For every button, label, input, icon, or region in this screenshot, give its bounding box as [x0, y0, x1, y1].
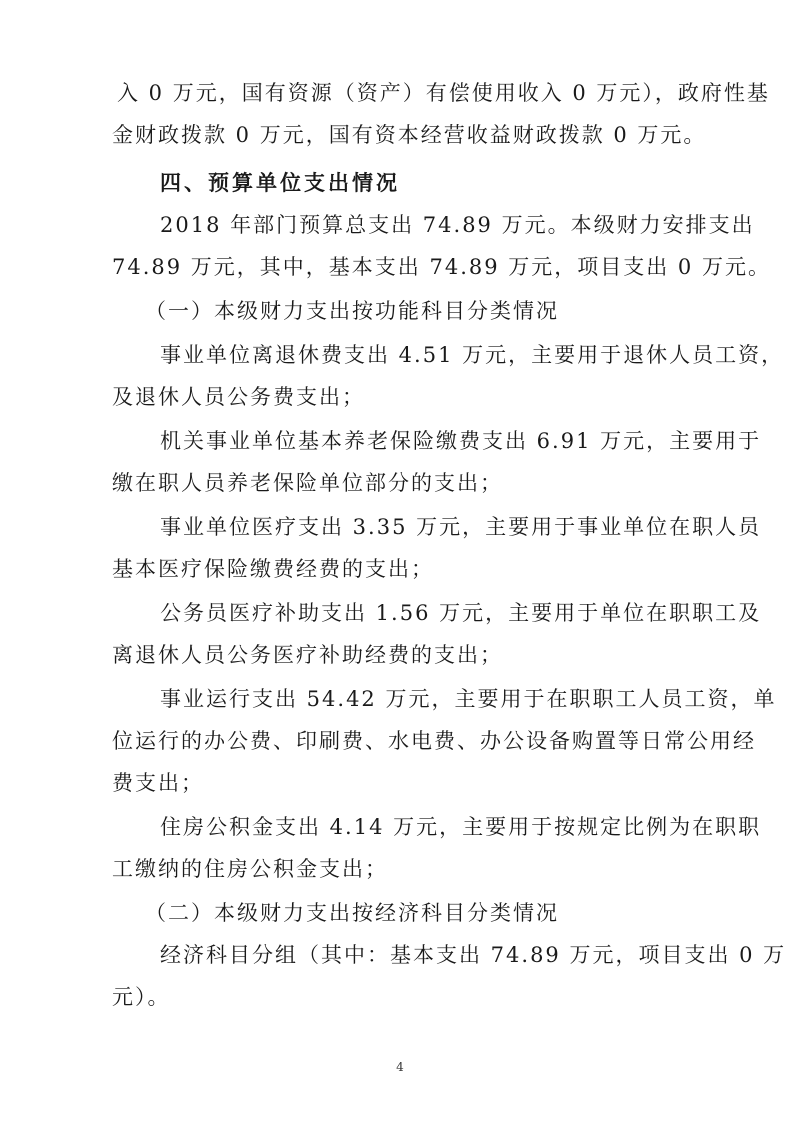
text-line: 金财政拨款 0 万元，国有资本经营收益财政拨款 0 万元。	[112, 123, 707, 147]
text-line: 事业运行支出 54.42 万元，主要用于在职职工人员工资，单	[160, 687, 777, 711]
text-line: 及退休人员公务费支出；	[112, 385, 365, 409]
page-number: 4	[396, 1060, 404, 1074]
subsection-heading: （一）本级财力支出按功能科目分类情况	[145, 299, 559, 323]
text-line: 位运行的办公费、印刷费、水电费、办公设备购置等日常公用经	[112, 729, 756, 753]
subsection-heading: （二）本级财力支出按经济科目分类情况	[145, 901, 559, 925]
text-line: 费支出；	[112, 771, 204, 795]
text-line: 元）。	[112, 985, 171, 1009]
text-line: 离退休人员公务医疗补助经费的支出；	[112, 643, 503, 667]
text-line: 缴在职人员养老保险单位部分的支出；	[112, 471, 503, 495]
section-heading: 四、预算单位支出情况	[160, 170, 400, 195]
text-line: 机关事业单位基本养老保险缴费支出 6.91 万元，主要用于	[160, 429, 762, 453]
text-line: 74.89 万元，其中，基本支出 74.89 万元，项目支出 0 万元。	[112, 255, 771, 279]
text-line: 入 0 万元，国有资源（资产）有偿使用收入 0 万元），政府性基	[117, 81, 770, 105]
text-line: 事业单位离退休费支出 4.51 万元，主要用于退休人员工资，	[160, 343, 785, 367]
text-line: 工缴纳的住房公积金支出；	[112, 857, 388, 881]
text-line: 2018 年部门预算总支出 74.89 万元。本级财力安排支出	[160, 213, 755, 237]
text-line: 经济科目分组（其中：基本支出 74.89 万元，项目支出 0 万	[160, 943, 787, 967]
text-line: 公务员医疗补助支出 1.56 万元，主要用于单位在职职工及	[160, 601, 762, 625]
text-line: 事业单位医疗支出 3.35 万元，主要用于事业单位在职人员	[160, 515, 762, 539]
text-line: 住房公积金支出 4.14 万元，主要用于按规定比例为在职职	[160, 815, 762, 839]
text-line: 基本医疗保险缴费经费的支出；	[112, 557, 434, 581]
